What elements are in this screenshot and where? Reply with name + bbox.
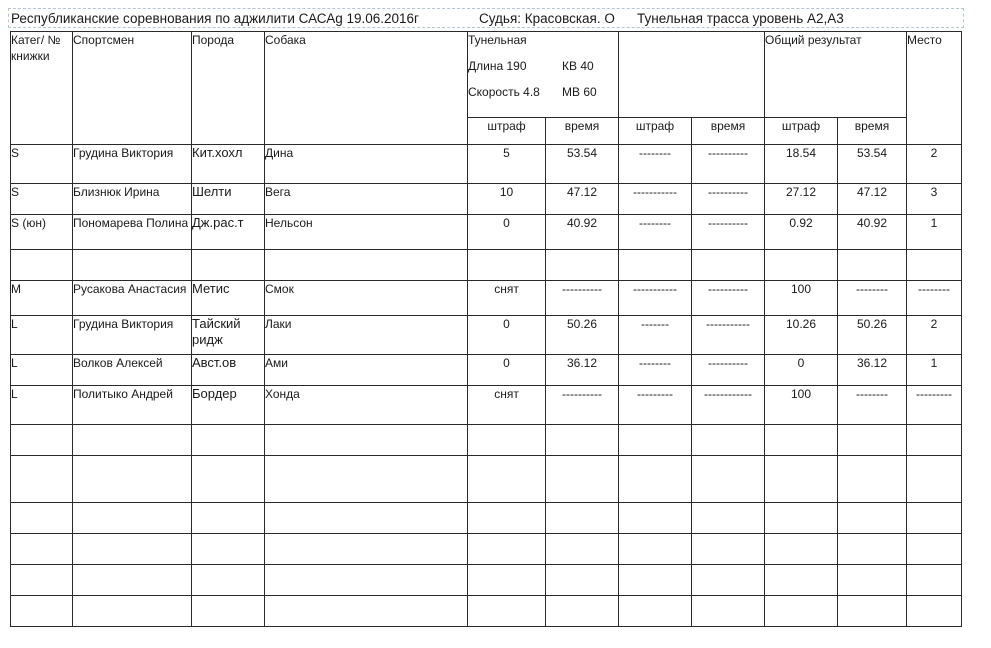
col-dog-header: Собака: [265, 32, 468, 145]
place-cell: [907, 596, 962, 627]
run2-penalty-cell: --------: [619, 355, 692, 386]
run-time-cell: [546, 565, 619, 596]
place-cell: ---------: [907, 386, 962, 425]
category-cell: [11, 456, 73, 503]
table-row: [11, 316, 962, 355]
breed-cell: [192, 425, 265, 456]
total-penalty-cell: 100: [765, 386, 838, 425]
table-row: [11, 503, 962, 534]
time-header: время: [692, 118, 765, 145]
place-cell: [907, 565, 962, 596]
run-time-cell: 50.26: [546, 316, 619, 355]
table-row: [11, 184, 962, 215]
run-time-cell: [546, 456, 619, 503]
dog-cell: [265, 534, 468, 565]
total-penalty-cell: 27.12: [765, 184, 838, 215]
dog-cell: Нельсон: [265, 215, 468, 250]
dog-cell: [265, 565, 468, 596]
run2-penalty-cell: [619, 596, 692, 627]
run-penalty-cell: снят: [468, 386, 546, 425]
dog-cell: [265, 425, 468, 456]
place-cell: --------: [907, 281, 962, 316]
empty-run-header: [619, 32, 765, 118]
run2-time-cell: [692, 596, 765, 627]
table-row: [11, 534, 962, 565]
course-mv: МВ 60: [562, 85, 597, 99]
place-cell: [907, 250, 962, 281]
run-time-cell: [546, 503, 619, 534]
run2-penalty-cell: --------: [619, 215, 692, 250]
total-penalty-cell: 10.26: [765, 316, 838, 355]
table-row: [11, 215, 962, 250]
total-time-cell: [838, 456, 907, 503]
run2-time-cell: ----------: [692, 281, 765, 316]
athlete-cell: [73, 503, 192, 534]
total-result-header: Общий результат: [765, 32, 907, 118]
breed-cell: [192, 503, 265, 534]
run2-time-cell: [692, 456, 765, 503]
run-time-cell: [546, 534, 619, 565]
run-penalty-cell: 10: [468, 184, 546, 215]
run2-penalty-cell: [619, 250, 692, 281]
athlete-cell: Грудина Виктория: [73, 145, 192, 184]
total-time-cell: 40.92: [838, 215, 907, 250]
run-time-cell: 36.12: [546, 355, 619, 386]
run2-time-cell: [692, 425, 765, 456]
run2-time-cell: ------------: [692, 386, 765, 425]
run-time-cell: ----------: [546, 386, 619, 425]
table-row: [11, 456, 962, 503]
table-row: [11, 565, 962, 596]
category-cell: L: [11, 316, 73, 355]
run-time-cell: 53.54: [546, 145, 619, 184]
run2-time-cell: -----------: [692, 316, 765, 355]
course-name: Тунельная: [468, 33, 527, 47]
place-cell: [907, 503, 962, 534]
run-penalty-cell: [468, 503, 546, 534]
course-speed: Скорость 4.8: [468, 85, 540, 99]
category-cell: [11, 565, 73, 596]
athlete-cell: Русакова Анастасия: [73, 281, 192, 316]
place-cell: 2: [907, 316, 962, 355]
run-penalty-cell: [468, 456, 546, 503]
run-penalty-cell: [468, 596, 546, 627]
run-time-cell: [546, 596, 619, 627]
category-cell: S: [11, 184, 73, 215]
run-penalty-cell: [468, 565, 546, 596]
course-info-header: [468, 32, 619, 118]
breed-cell: Авст.ов: [192, 355, 265, 386]
header-row: [11, 32, 962, 118]
breed-cell: Кит.хохл: [192, 145, 265, 184]
breed-cell: [192, 534, 265, 565]
run-time-cell: [546, 250, 619, 281]
place-cell: 1: [907, 355, 962, 386]
dog-cell: [265, 250, 468, 281]
total-time-cell: --------: [838, 281, 907, 316]
category-cell: [11, 503, 73, 534]
place-cell: 1: [907, 215, 962, 250]
breed-cell: [192, 596, 265, 627]
athlete-cell: Политыко Андрей: [73, 386, 192, 425]
run2-penalty-cell: -------: [619, 316, 692, 355]
athlete-cell: Волков Алексей: [73, 355, 192, 386]
athlete-cell: Пономарева Полина: [73, 215, 192, 250]
athlete-cell: [73, 534, 192, 565]
dog-cell: Хонда: [265, 386, 468, 425]
category-cell: [11, 534, 73, 565]
dog-cell: [265, 456, 468, 503]
athlete-cell: [73, 456, 192, 503]
total-penalty-cell: 0.92: [765, 215, 838, 250]
total-time-cell: [838, 250, 907, 281]
run2-time-cell: ----------: [692, 145, 765, 184]
total-time-cell: 47.12: [838, 184, 907, 215]
run-penalty-cell: 5: [468, 145, 546, 184]
course-title: Тунельная трасса уровень А2,А3: [637, 11, 844, 26]
category-cell: S: [11, 145, 73, 184]
total-penalty-cell: [765, 534, 838, 565]
total-time-cell: [838, 425, 907, 456]
total-penalty-cell: 100: [765, 281, 838, 316]
run2-time-cell: ----------: [692, 184, 765, 215]
table-row: [11, 425, 962, 456]
run-time-cell: [546, 425, 619, 456]
run-penalty-cell: снят: [468, 281, 546, 316]
dog-cell: Вега: [265, 184, 468, 215]
run2-penalty-cell: [619, 456, 692, 503]
run2-time-cell: [692, 503, 765, 534]
dog-cell: Ами: [265, 355, 468, 386]
breed-cell: Бордер: [192, 386, 265, 425]
place-cell: 3: [907, 184, 962, 215]
total-time-cell: 50.26: [838, 316, 907, 355]
run-penalty-cell: [468, 250, 546, 281]
breed-cell: Тайский ридж: [192, 316, 265, 355]
course-kv: КВ 40: [562, 59, 594, 73]
run2-time-cell: [692, 565, 765, 596]
total-time-cell: [838, 503, 907, 534]
run2-time-cell: ----------: [692, 215, 765, 250]
athlete-cell: Грудина Виктория: [73, 316, 192, 355]
total-time-cell: [838, 596, 907, 627]
category-cell: [11, 596, 73, 627]
run2-penalty-cell: --------: [619, 145, 692, 184]
run-penalty-cell: [468, 534, 546, 565]
run-penalty-cell: 0: [468, 316, 546, 355]
run-penalty-cell: 0: [468, 355, 546, 386]
dog-cell: Лаки: [265, 316, 468, 355]
table-row: [11, 145, 962, 184]
run-penalty-cell: 0: [468, 215, 546, 250]
run2-penalty-cell: -----------: [619, 281, 692, 316]
total-penalty-cell: [765, 503, 838, 534]
total-time-cell: [838, 534, 907, 565]
table-row: [11, 250, 962, 281]
run2-penalty-cell: [619, 425, 692, 456]
total-penalty-cell: 18.54: [765, 145, 838, 184]
category-cell: L: [11, 355, 73, 386]
category-cell: [11, 250, 73, 281]
athlete-cell: [73, 596, 192, 627]
col-category-header: Катег/ № книжки: [11, 32, 73, 145]
place-cell: [907, 456, 962, 503]
athlete-cell: [73, 425, 192, 456]
place-cell: [907, 425, 962, 456]
place-cell: [907, 534, 962, 565]
document-header: [8, 8, 964, 28]
run2-penalty-cell: [619, 534, 692, 565]
run2-time-cell: ----------: [692, 355, 765, 386]
run-penalty-cell: [468, 425, 546, 456]
athlete-cell: [73, 565, 192, 596]
run-time-cell: 47.12: [546, 184, 619, 215]
table-row: [11, 355, 962, 386]
athlete-cell: [73, 250, 192, 281]
total-penalty-cell: [765, 250, 838, 281]
penalty-header: штраф: [468, 118, 546, 145]
table-row: [11, 386, 962, 425]
time-header: время: [546, 118, 619, 145]
breed-cell: [192, 250, 265, 281]
run2-penalty-cell: [619, 565, 692, 596]
category-cell: S (юн): [11, 215, 73, 250]
run-time-cell: ----------: [546, 281, 619, 316]
breed-cell: Дж.рас.т: [192, 215, 265, 250]
dog-cell: [265, 596, 468, 627]
table-row: [11, 596, 962, 627]
results-table: [10, 31, 962, 627]
total-time-cell: [838, 565, 907, 596]
dog-cell: [265, 503, 468, 534]
col-breed-header: Порода: [192, 32, 265, 145]
run2-penalty-cell: -----------: [619, 184, 692, 215]
breed-cell: [192, 565, 265, 596]
course-length: Длина 190: [468, 59, 527, 73]
breed-cell: [192, 456, 265, 503]
athlete-cell: Близнюк Ирина: [73, 184, 192, 215]
run-time-cell: 40.92: [546, 215, 619, 250]
total-time-cell: 53.54: [838, 145, 907, 184]
dog-cell: Смок: [265, 281, 468, 316]
run2-time-cell: [692, 250, 765, 281]
run2-time-cell: [692, 534, 765, 565]
total-penalty-cell: [765, 565, 838, 596]
total-penalty-cell: [765, 425, 838, 456]
dog-cell: Дина: [265, 145, 468, 184]
judge-name: Судья: Красовская. О: [479, 11, 615, 26]
place-cell: 2: [907, 145, 962, 184]
run2-penalty-cell: ---------: [619, 386, 692, 425]
total-time-cell: --------: [838, 386, 907, 425]
competition-title: Республиканские соревнования по аджилити САСАg 19.06.2016г: [11, 11, 419, 26]
total-penalty-cell: [765, 596, 838, 627]
category-cell: L: [11, 386, 73, 425]
total-penalty-cell: 0: [765, 355, 838, 386]
time-header: время: [838, 118, 907, 145]
category-cell: M: [11, 281, 73, 316]
penalty-header: штраф: [765, 118, 838, 145]
col-place-header: Место: [907, 32, 962, 145]
col-athlete-header: Спортсмен: [73, 32, 192, 145]
penalty-header: штраф: [619, 118, 692, 145]
run2-penalty-cell: [619, 503, 692, 534]
breed-cell: Метис: [192, 281, 265, 316]
table-row: [11, 281, 962, 316]
total-time-cell: 36.12: [838, 355, 907, 386]
breed-cell: Шелти: [192, 184, 265, 215]
total-penalty-cell: [765, 456, 838, 503]
category-cell: [11, 425, 73, 456]
